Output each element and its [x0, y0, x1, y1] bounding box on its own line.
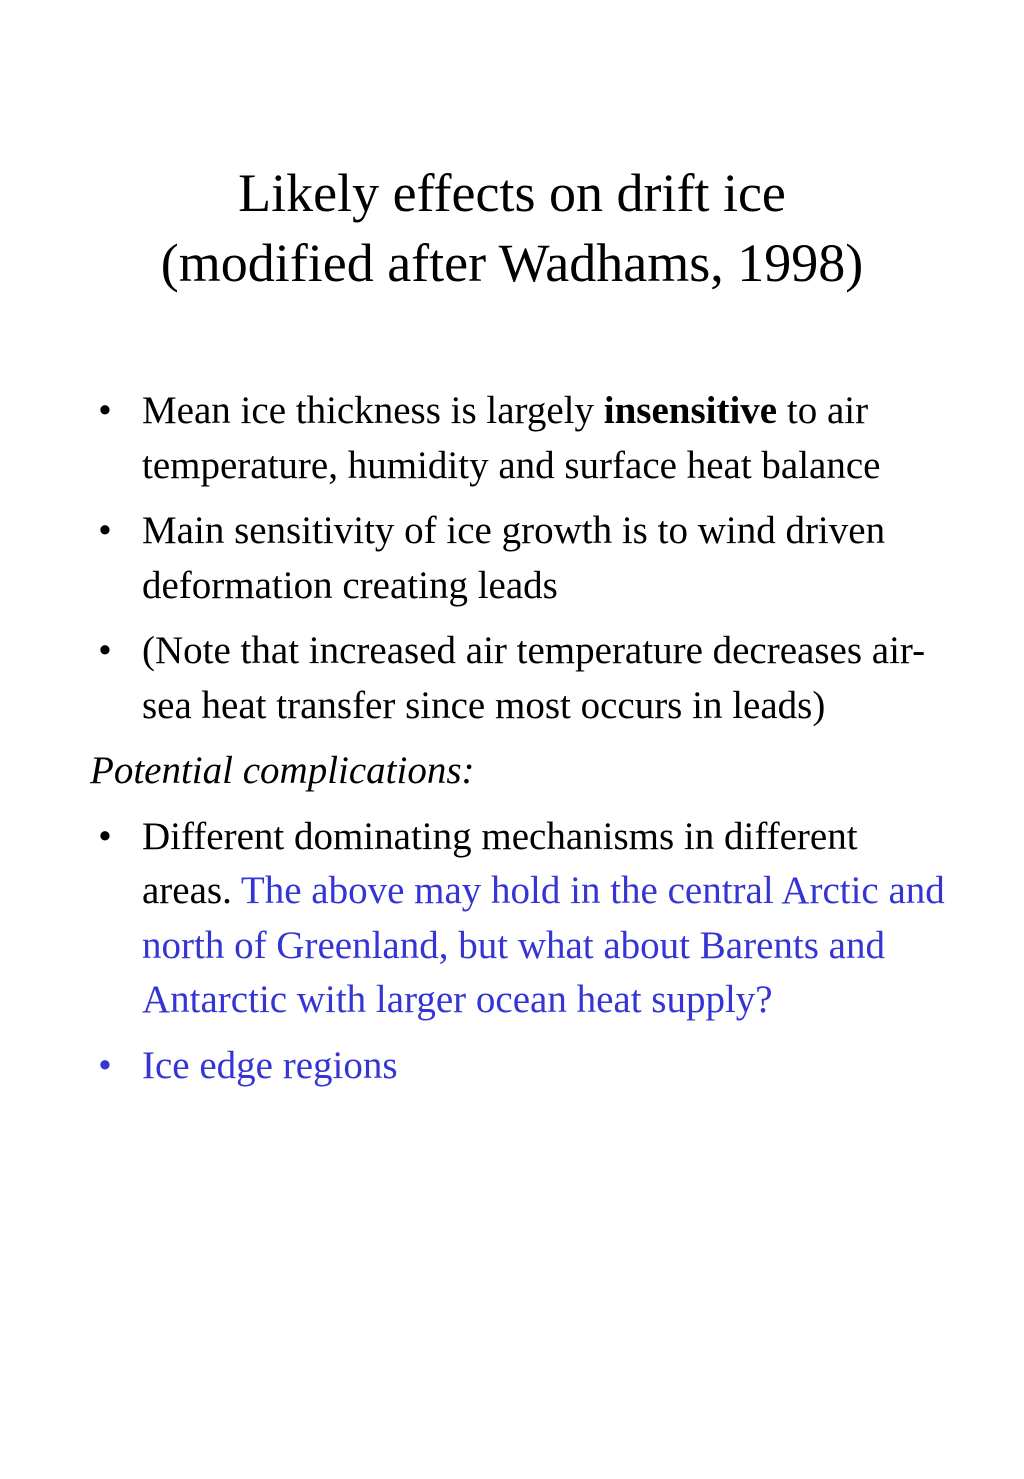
complication-item: [90, 810, 950, 1028]
bullet-item: [90, 384, 950, 493]
bullet-text: Mean ice thickness is largely: [142, 389, 604, 432]
bullet-marker: •: [98, 509, 112, 552]
bullet-emphasis: insensitive: [603, 389, 778, 432]
slide-title: [0, 158, 1024, 298]
complication-highlight: The above may hold in the central Arctic and north of Greenland, but what about Barents and Antarctic with larger ocean heat supply?: [142, 869, 945, 1021]
bullet-marker: •: [98, 389, 112, 432]
bullet-text: Main sensitivity of ice growth is to wind driven deformation creating leads: [142, 509, 886, 607]
bullet-marker: •: [98, 629, 112, 672]
complication-text: Different dominating mechanisms in different areas.: [142, 814, 858, 912]
complication-text: Ice edge regions: [142, 1043, 398, 1087]
title-line-1: Likely effects on drift ice: [238, 163, 786, 223]
bullet-item: [90, 624, 950, 733]
bullet-text-continued: to air temperature, humidity and surface heat balance: [142, 389, 881, 487]
bullet-marker: •: [98, 1043, 112, 1087]
slide-body: [90, 384, 950, 1104]
bullet-item: [90, 504, 950, 613]
bullet-marker: •: [98, 814, 112, 858]
complication-item: [90, 1039, 950, 1094]
complications-heading: Potential complications:: [90, 749, 475, 792]
title-line-2: (modified after Wadhams, 1998): [160, 233, 864, 293]
bullet-text: (Note that increased air temperature decreases air-sea heat transfer since most occurs in leads): [142, 629, 926, 727]
